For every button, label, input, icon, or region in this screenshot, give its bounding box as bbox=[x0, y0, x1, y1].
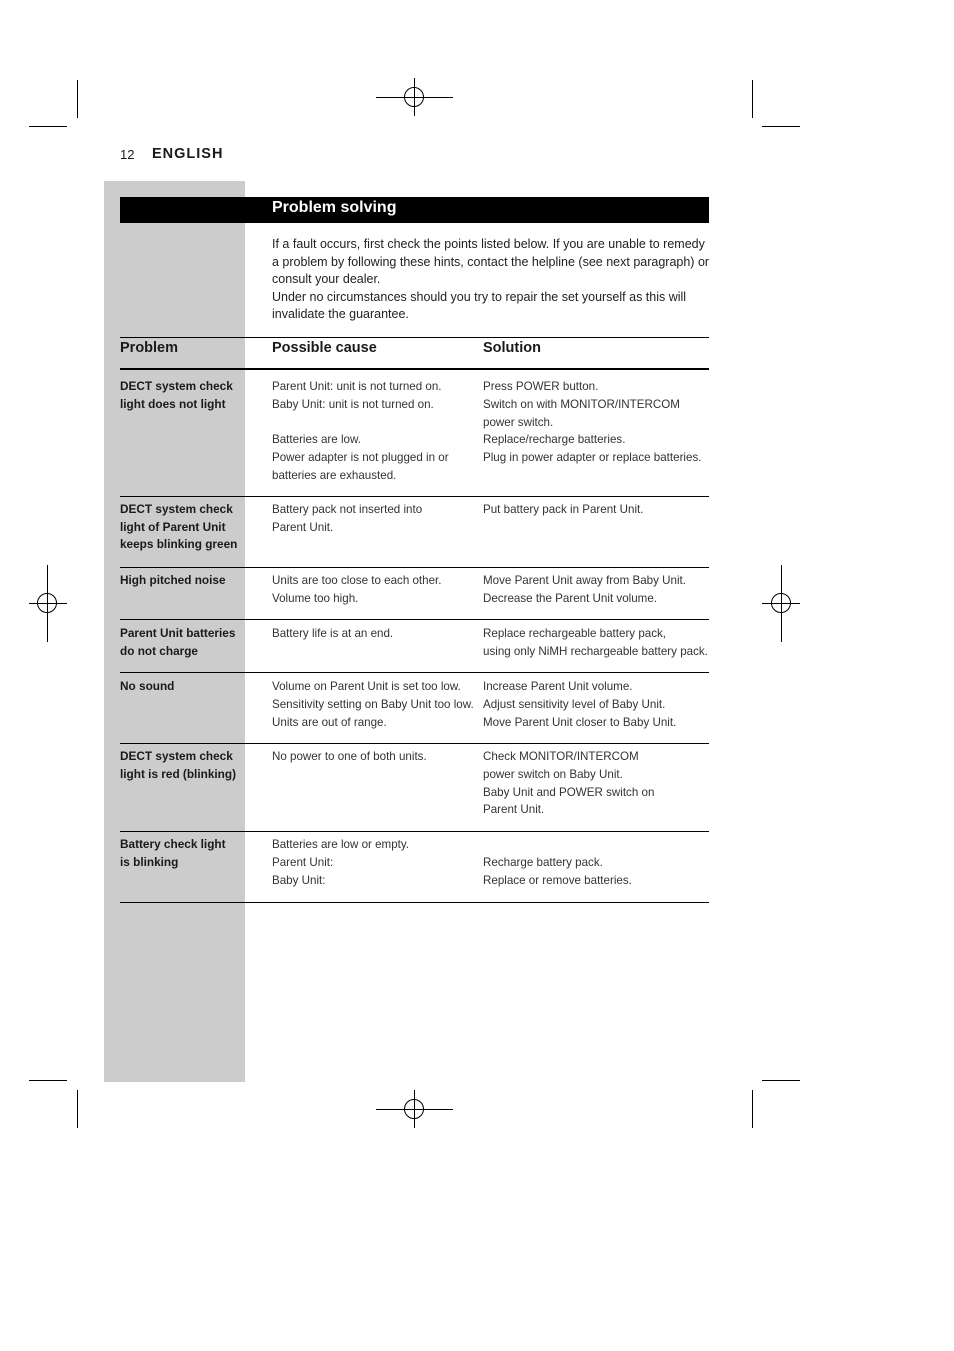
solution-cell bbox=[483, 836, 715, 889]
problem-cell-line: light is red (blinking) bbox=[120, 766, 236, 781]
cause-cell-line: Baby Unit: bbox=[272, 873, 326, 887]
solution-cell-line: power switch. bbox=[483, 415, 554, 429]
cause-cell bbox=[272, 836, 484, 889]
solution-cell-line: Decrease the Parent Unit volume. bbox=[483, 591, 657, 605]
solution-cell-line: Replace rechargeable battery pack, bbox=[483, 627, 667, 640]
cause-cell bbox=[272, 625, 484, 643]
crop-mark bbox=[77, 80, 78, 118]
cause-cell-line: Baby Unit: unit is not turned on. bbox=[272, 397, 434, 411]
solution-cell bbox=[483, 378, 715, 467]
problem-cell-line: light does not light bbox=[120, 396, 226, 411]
solution-cell bbox=[483, 501, 715, 519]
solution-cell-line: Press POWER button. bbox=[483, 380, 599, 393]
problem-cell bbox=[120, 748, 246, 783]
solution-cell-line: Increase Parent Unit volume. bbox=[483, 680, 633, 693]
crop-mark bbox=[752, 1090, 753, 1128]
cause-cell-line: batteries are exhausted. bbox=[272, 468, 397, 482]
solution-cell-line: Plug in power adapter or replace batteries. bbox=[483, 451, 702, 465]
problem-cell-line: Parent Unit batteries bbox=[120, 626, 236, 640]
problem-cell-line: DECT system check bbox=[120, 749, 233, 763]
page-number: 12 bbox=[120, 147, 135, 162]
cause-cell bbox=[272, 748, 484, 766]
table-header-rule bbox=[120, 368, 709, 370]
problem-cell-line: DECT system check bbox=[120, 379, 233, 393]
cause-cell-line: Volume on Parent Unit is set too low. bbox=[272, 680, 461, 693]
registration-mark-right-circle bbox=[771, 593, 791, 613]
solution-cell-line: Move Parent Unit closer to Baby Unit. bbox=[483, 715, 677, 729]
solution-cell bbox=[483, 572, 715, 608]
intro-paragraph: If a fault occurs, first check the points listed below. If you are unable to remedy a problem by following these hints, contact the helpline (see next paragraph) or consult your dealer. bbox=[272, 237, 710, 287]
row-divider bbox=[120, 496, 709, 497]
solution-cell-line: power switch on Baby Unit. bbox=[483, 767, 623, 781]
solution-cell-line: Baby Unit and POWER switch on bbox=[483, 785, 655, 799]
header-cause: Possible cause bbox=[272, 340, 377, 356]
row-divider bbox=[120, 619, 709, 620]
crop-mark bbox=[762, 126, 800, 127]
solution-cell-line: Recharge battery pack. bbox=[483, 855, 603, 869]
solution-cell-line: Switch on with MONITOR/INTERCOM bbox=[483, 397, 680, 411]
cause-cell-line: Parent Unit: bbox=[272, 855, 334, 869]
cause-cell bbox=[272, 678, 484, 731]
problem-cell-line: No sound bbox=[120, 679, 175, 693]
problem-cell-line: do not charge bbox=[120, 643, 198, 658]
solution-cell-line: using only NiMH rechargeable battery pack. bbox=[483, 644, 708, 658]
solution-cell bbox=[483, 748, 715, 819]
problem-cell bbox=[120, 678, 246, 696]
problem-cell-line: Battery check light bbox=[120, 837, 226, 851]
cause-cell bbox=[272, 501, 484, 537]
crop-mark bbox=[752, 80, 753, 118]
header-problem: Problem bbox=[120, 340, 179, 356]
registration-mark-left-circle bbox=[37, 593, 57, 613]
solution-cell-line: Move Parent Unit away from Baby Unit. bbox=[483, 574, 686, 587]
table-top-rule bbox=[120, 337, 709, 338]
cause-cell-line: Battery pack not inserted into bbox=[272, 503, 423, 516]
problem-cell bbox=[120, 501, 246, 554]
cause-cell-line: Battery life is at an end. bbox=[272, 627, 394, 640]
cause-cell-line: Units are too close to each other. bbox=[272, 574, 442, 587]
cause-cell-line: Power adapter is not plugged in or bbox=[272, 451, 449, 465]
solution-cell-line: Adjust sensitivity level of Baby Unit. bbox=[483, 697, 666, 711]
cause-cell-line: Batteries are low or empty. bbox=[272, 838, 410, 851]
problem-cell-line: light of Parent Unit bbox=[120, 519, 226, 534]
registration-mark-top-circle bbox=[404, 87, 424, 107]
cause-cell-line: Parent Unit. bbox=[272, 520, 334, 534]
cause-cell bbox=[272, 572, 484, 608]
cause-cell-line: Sensitivity setting on Baby Unit too low. bbox=[272, 697, 474, 711]
crop-mark bbox=[29, 1080, 67, 1081]
row-divider bbox=[120, 831, 709, 832]
problem-cell-line: is blinking bbox=[120, 854, 179, 869]
crop-mark bbox=[77, 1090, 78, 1128]
intro-paragraph: Under no circumstances should you try to repair the set yourself as this will invalidate the guarantee. bbox=[272, 289, 687, 322]
problem-cell bbox=[120, 625, 246, 660]
problem-cell bbox=[120, 378, 246, 413]
problem-cell-line: keeps blinking green bbox=[120, 537, 238, 552]
solution-cell-line bbox=[483, 836, 715, 854]
solution-cell-line: Replace or remove batteries. bbox=[483, 873, 632, 887]
solution-cell-line: Put battery pack in Parent Unit. bbox=[483, 503, 644, 516]
registration-mark-bottom-circle bbox=[404, 1099, 424, 1119]
row-divider bbox=[120, 902, 709, 903]
problem-cell-line: High pitched noise bbox=[120, 573, 226, 587]
cause-cell-line bbox=[272, 414, 484, 432]
cause-cell-line: Parent Unit: unit is not turned on. bbox=[272, 380, 442, 393]
solution-cell bbox=[483, 678, 715, 731]
cause-cell-line: No power to one of both units. bbox=[272, 750, 427, 763]
crop-mark bbox=[762, 1080, 800, 1081]
problem-cell bbox=[120, 572, 246, 590]
solution-cell-line: Replace/recharge batteries. bbox=[483, 433, 626, 447]
problem-cell bbox=[120, 836, 246, 871]
row-divider bbox=[120, 672, 709, 673]
cause-cell bbox=[272, 378, 484, 485]
intro-text bbox=[272, 236, 712, 324]
crop-mark bbox=[29, 126, 67, 127]
section-title: Problem solving bbox=[272, 199, 397, 216]
header-solution: Solution bbox=[483, 340, 541, 356]
problem-cell-line: DECT system check bbox=[120, 502, 233, 516]
cause-cell-line: Batteries are low. bbox=[272, 433, 361, 447]
section-title-bar bbox=[120, 197, 709, 223]
page-language: ENGLISH bbox=[152, 146, 224, 162]
row-divider bbox=[120, 567, 709, 568]
cause-cell-line: Volume too high. bbox=[272, 591, 359, 605]
solution-cell-line: Check MONITOR/INTERCOM bbox=[483, 750, 639, 763]
solution-cell bbox=[483, 625, 715, 661]
solution-cell-line: Parent Unit. bbox=[483, 803, 545, 817]
cause-cell-line: Units are out of range. bbox=[272, 715, 387, 729]
row-divider bbox=[120, 743, 709, 744]
